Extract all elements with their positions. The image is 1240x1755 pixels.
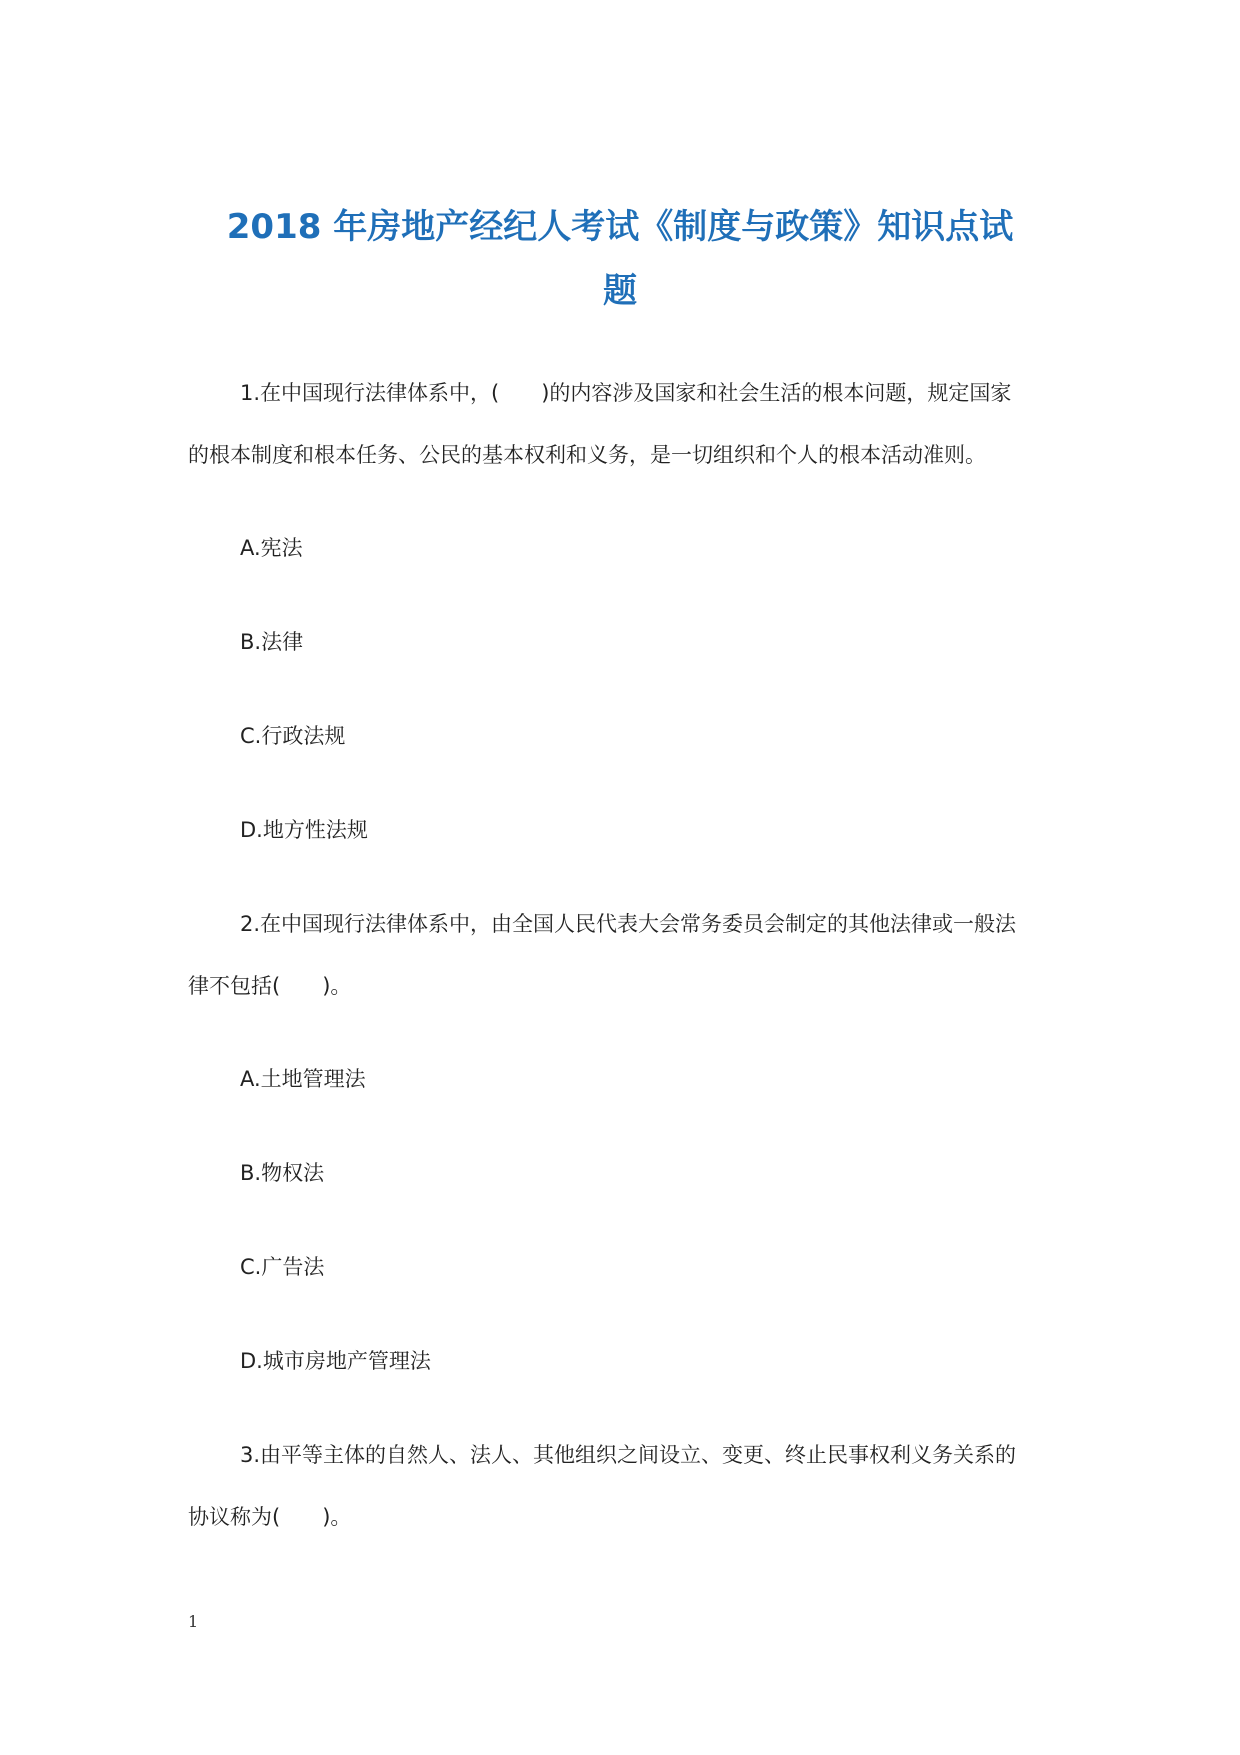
document-title [190,195,1050,323]
question-1-stem-line-2: 的根本制度和根本任务、公民的基本权利和义务，是一切组织和个人的根本活动准则。 [188,443,986,467]
question-1-option-b: B.法律 [240,630,304,654]
question-1-option-a: A.宪法 [240,536,303,560]
question-2-stem-line-2: 律不包括( )。 [188,974,352,998]
question-2-option-b: B.物权法 [240,1161,325,1185]
question-2-option-d: D.城市房地产管理法 [240,1349,431,1373]
question-1-option-c: C.行政法规 [240,724,346,748]
question-1-option-d: D.地方性法规 [240,818,368,842]
title-line-1: 2018 年房地产经纪人考试《制度与政策》知识点试 [226,207,1014,247]
question-2-stem-line-1: 2.在中国现行法律体系中，由全国人民代表大会常务委员会制定的其他法律或一般法 [240,912,1017,936]
question-2-option-a: A.土地管理法 [240,1067,366,1091]
question-1-stem-line-1: 1.在中国现行法律体系中，( )的内容涉及国家和社会生活的根本问题，规定国家 [240,381,1012,405]
question-2-option-c: C.广告法 [240,1255,325,1279]
question-3-stem-line-1: 3.由平等主体的自然人、法人、其他组织之间设立、变更、终止民事权利义务关系的 [240,1443,1017,1467]
question-3-stem-line-2: 协议称为( )。 [188,1505,352,1529]
title-line-2: 题 [603,271,637,311]
page-number: 1 [188,1612,199,1631]
